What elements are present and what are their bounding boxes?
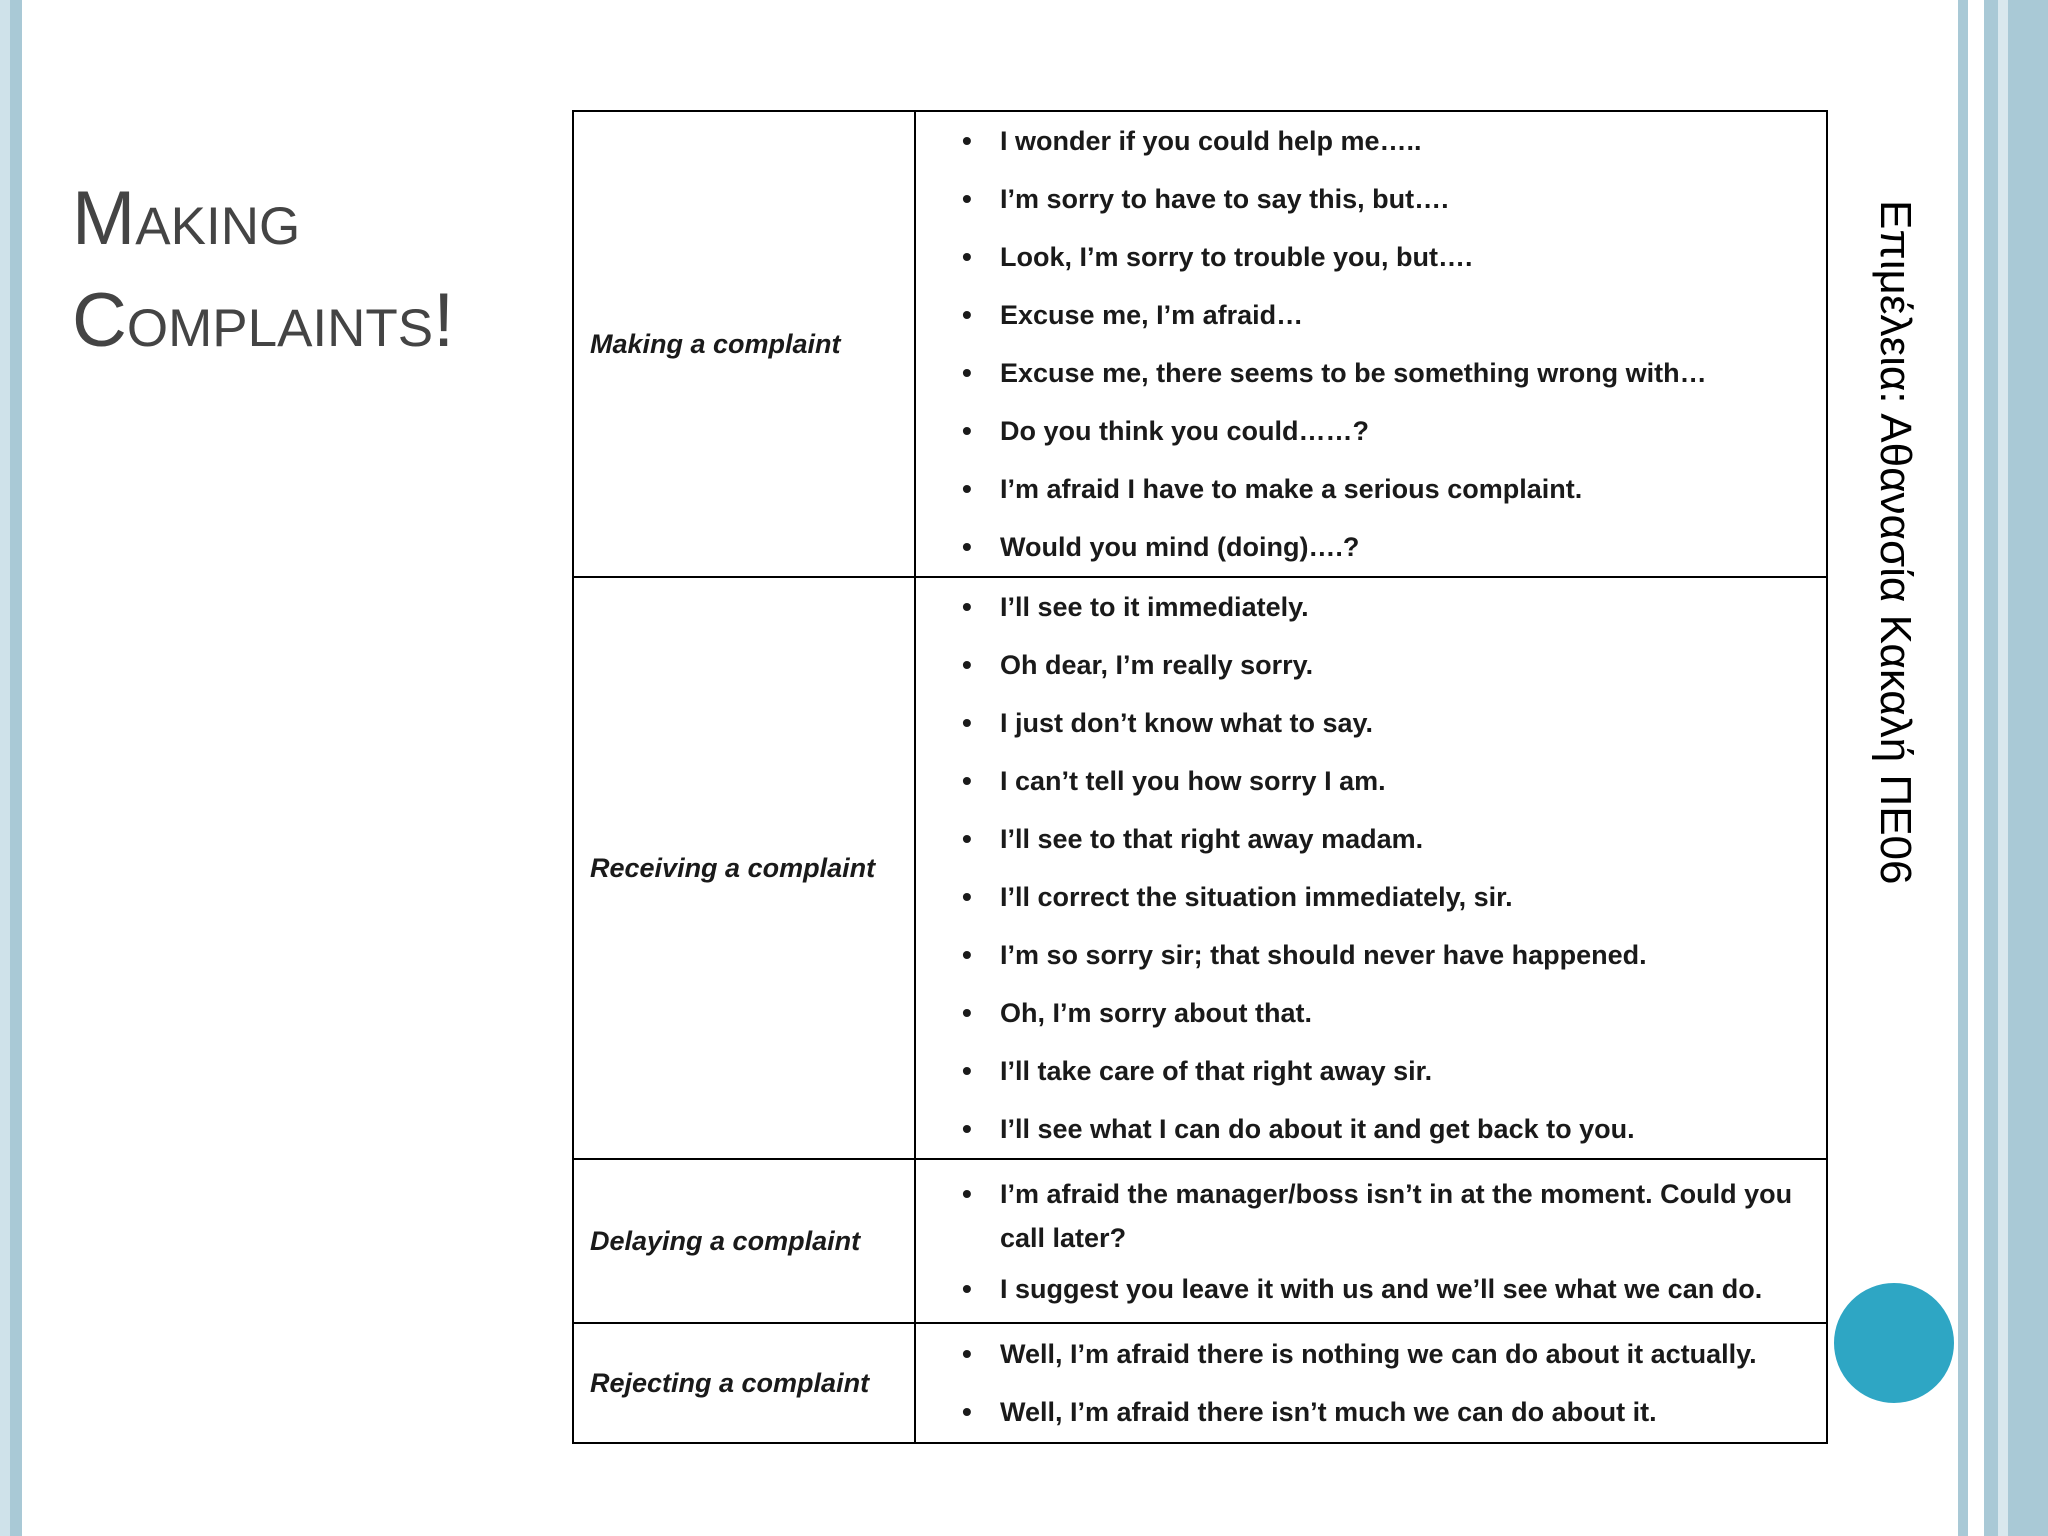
category-cell: Delaying a complaint <box>573 1159 915 1323</box>
table-row <box>573 1323 1827 1443</box>
list-item <box>916 1165 1816 1260</box>
table-row <box>573 577 1827 1159</box>
author-credit: Επιμέλεια: Αθανασία Κακαλή ΠΕ06 <box>1871 200 1920 885</box>
category-cell: Making a complaint <box>573 111 915 577</box>
list-item: • I’ll take care of that right away sir. <box>916 1042 1816 1100</box>
list-item: • Well, I’m afraid there isn’t much we can do about it. <box>916 1383 1816 1441</box>
right-decorative-bar <box>1958 0 1968 1536</box>
list-item: • I’m afraid I have to make a serious complaint. <box>916 460 1816 518</box>
right-decorative-gap <box>1968 0 1984 1536</box>
list-item: • I’ll see what I can do about it and get back to you. <box>916 1100 1816 1158</box>
list-item: • I’m sorry to have to say this, but…. <box>916 170 1816 228</box>
decorative-circle <box>1831 1280 1957 1406</box>
complaints-table <box>572 110 1828 1444</box>
list-item: • Look, I’m sorry to trouble you, but…. <box>916 228 1816 286</box>
list-item: • I’ll see to that right away madam. <box>916 810 1816 868</box>
phrase-list <box>916 1165 1816 1318</box>
list-item: • I’m so sorry sir; that should never have happened. <box>916 926 1816 984</box>
right-decorative-bar-2 <box>1984 0 1998 1536</box>
list-item: • I suggest you leave it with us and we’ll see what we can do. <box>916 1260 1816 1318</box>
left-decorative-bar-inner <box>10 0 22 1536</box>
list-item: • Would you mind (doing)….? <box>916 518 1816 576</box>
list-item: • I wonder if you could help me….. <box>916 112 1816 170</box>
phrase-list <box>916 1325 1816 1441</box>
slide-title: Making Complaints! <box>72 176 455 363</box>
phrase-list <box>916 112 1816 576</box>
phrases-cell <box>915 577 1827 1159</box>
phrase-list <box>916 578 1816 1158</box>
list-item: • I can’t tell you how sorry I am. <box>916 752 1816 810</box>
category-cell: Receiving a complaint <box>573 577 915 1159</box>
table-row <box>573 111 1827 577</box>
phrases-cell <box>915 111 1827 577</box>
list-item: • I’ll correct the situation immediately, sir. <box>916 868 1816 926</box>
phrases-cell <box>915 1323 1827 1443</box>
list-item: • Oh, I’m sorry about that. <box>916 984 1816 1042</box>
right-decorative-bar-4 <box>2008 0 2048 1536</box>
list-item: • Well, I’m afraid there is nothing we can do about it actually. <box>916 1325 1816 1383</box>
list-item: • Excuse me, there seems to be something wrong with… <box>916 344 1816 402</box>
list-item: • Excuse me, I’m afraid… <box>916 286 1816 344</box>
list-item: • I just don’t know what to say. <box>916 694 1816 752</box>
list-item: • Do you think you could……? <box>916 402 1816 460</box>
left-decorative-bar <box>0 0 10 1536</box>
right-decorative-bar-3 <box>1998 0 2008 1536</box>
list-item-text: • I’m afraid the manager/boss isn’t in at the moment. Could you call later? <box>1000 1178 1793 1253</box>
table-row <box>573 1159 1827 1323</box>
phrases-cell <box>915 1159 1827 1323</box>
category-cell: Rejecting a complaint <box>573 1323 915 1443</box>
list-item: • Oh dear, I’m really sorry. <box>916 636 1816 694</box>
list-item: • I’ll see to it immediately. <box>916 578 1816 636</box>
